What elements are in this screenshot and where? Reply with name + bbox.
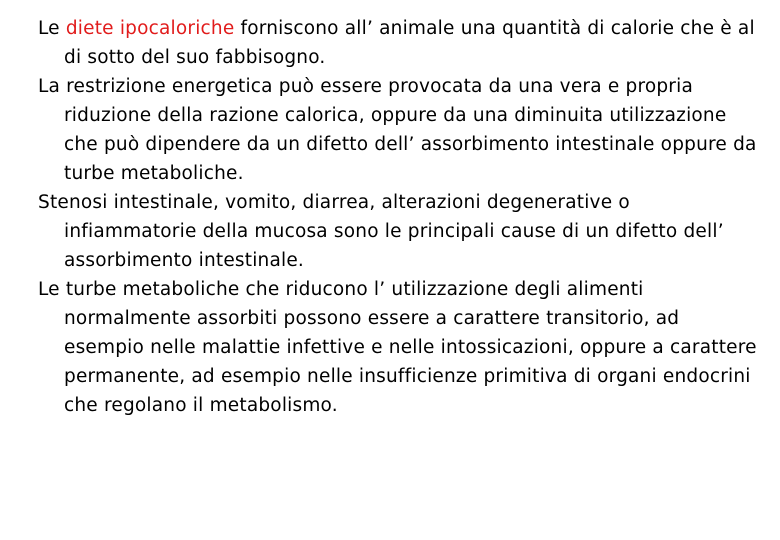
p1-lead-text: Le	[38, 18, 66, 39]
p1-trailing-text: forniscono all’ animale una quantità di calorie che è al di sotto del suo fabbisogno.	[64, 18, 755, 68]
paragraph-stenosi-intestinale: Stenosi intestinale, vomito, diarrea, alterazioni degenerative o infiammatorie della mucosa sono le principali cause di un difetto dell’ assorbimento intestinale.	[38, 192, 724, 271]
paragraph-turbe-metaboliche: Le turbe metaboliche che riducono l’ utilizzazione degli alimenti normalmente assorbiti possono essere a carattere transitorio, ad esempio nelle malattie infettive e nelle intossicazioni, oppure a carattere permanente, ad esempio nelle insufficienze primitiva di organi endocrini che regolano il metabolismo.	[38, 279, 757, 416]
highlight-term: diete ipocaloriche	[65, 18, 235, 39]
text-body	[38, 14, 760, 420]
paragraph-restrizione-energetica: La restrizione energetica può essere provocata da una vera e propria riduzione della razione calorica, oppure da una diminuita utilizzazione che può dipendere da un difetto dell’ assorbimento intestinale oppure da turbe metaboliche.	[38, 76, 757, 184]
paragraph-diete-ipocaloriche	[38, 14, 760, 72]
